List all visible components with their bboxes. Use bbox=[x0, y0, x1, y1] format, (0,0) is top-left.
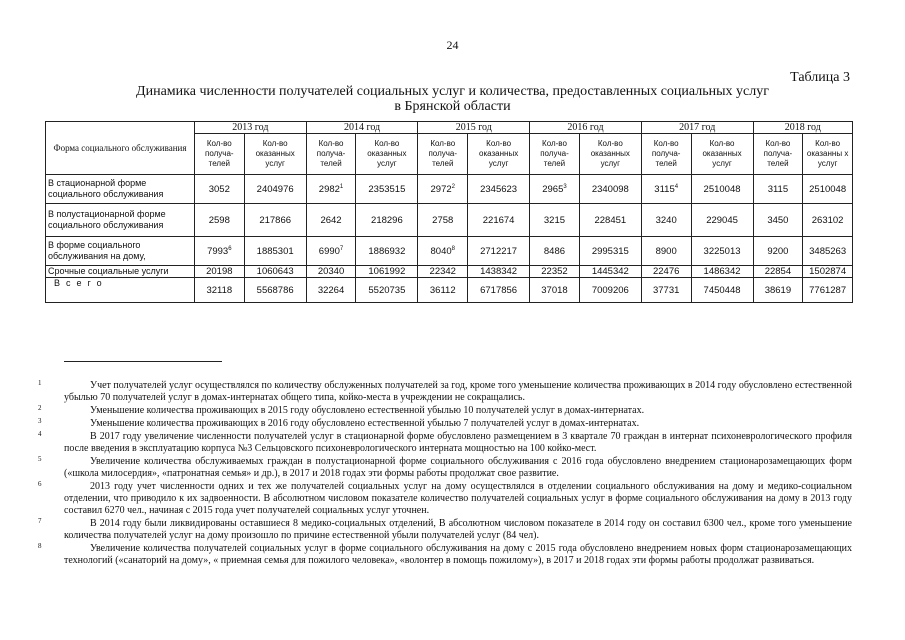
cell-value: 32118 bbox=[206, 284, 233, 296]
table-cell bbox=[306, 266, 356, 278]
footnote-ref: 8 bbox=[451, 245, 455, 252]
cell-value: 1885301 bbox=[256, 245, 294, 257]
table-row bbox=[46, 204, 853, 237]
footnote-mark: 3 bbox=[38, 417, 42, 425]
cell-value: 8486 bbox=[543, 245, 566, 257]
table-cell bbox=[194, 278, 244, 303]
cell-value: 7761287 bbox=[809, 284, 847, 296]
cell-value: 3215 bbox=[543, 214, 566, 226]
footnote-ref: 1 bbox=[339, 183, 344, 190]
cell-value: 1445342 bbox=[591, 266, 629, 277]
table-cell bbox=[356, 237, 418, 266]
page-number: 24 bbox=[446, 38, 459, 52]
table-cell bbox=[306, 278, 356, 303]
cell-value: 2598 bbox=[208, 214, 230, 226]
cell-value: 6717856 bbox=[480, 284, 518, 296]
table-cell bbox=[691, 204, 753, 237]
row-label: В стационарной форме социального обслуживания bbox=[46, 175, 195, 204]
table-cell bbox=[194, 266, 244, 278]
row-label: Срочные социальные услуги bbox=[46, 266, 195, 278]
table-cell bbox=[244, 266, 306, 278]
cell-value: 22854 bbox=[764, 266, 792, 277]
cell-value: 2982 bbox=[318, 183, 340, 195]
cell-value: 3240 bbox=[655, 214, 677, 226]
footnote bbox=[38, 379, 852, 404]
table-cell bbox=[306, 175, 356, 204]
year-header: 2015 год bbox=[418, 122, 530, 134]
footnote-text: 2013 году учет численности одних и тех же получателей социальных услуг на дому осуществлялся в отделении социального обслуживания на дому и медико-социальном отделении, что приводило к их задвоенности. В абсолютном числовом показателе количество получателей социальных услуг в форме социального обслуживания на дому в 2013 году составил 6270 чел., начиная с 2015 года учет получателей социальных услуг уточнен. bbox=[64, 481, 852, 516]
cell-value: 2353515 bbox=[368, 183, 406, 195]
table-cell bbox=[691, 278, 753, 303]
year-header: 2018 год bbox=[753, 122, 852, 134]
sub-header: Кол-во оказанных услуг bbox=[244, 134, 306, 175]
cell-value: 1886932 bbox=[368, 245, 406, 257]
table-cell bbox=[306, 204, 356, 237]
table-cell bbox=[691, 237, 753, 266]
footnote-mark: 1 bbox=[38, 379, 42, 387]
cell-value: 2995315 bbox=[591, 245, 629, 257]
cell-value: 3115 bbox=[767, 183, 789, 195]
footnote bbox=[38, 404, 852, 417]
table-label: Таблица 3 bbox=[790, 70, 850, 85]
sub-header: Кол-во получа-телей bbox=[306, 134, 356, 175]
cell-value: 22342 bbox=[429, 266, 456, 277]
table-row bbox=[46, 237, 853, 266]
cell-value: 2642 bbox=[320, 214, 342, 226]
year-header-row bbox=[46, 122, 853, 134]
cell-value: 1486342 bbox=[703, 266, 741, 277]
cell-value: 36112 bbox=[429, 284, 456, 296]
cell-value: 3115 bbox=[654, 183, 675, 195]
cell-value: 22352 bbox=[541, 266, 568, 277]
table-cell bbox=[691, 175, 753, 204]
footnote bbox=[38, 480, 852, 517]
cell-value: 1438342 bbox=[480, 266, 518, 277]
cell-value: 5568786 bbox=[256, 284, 294, 296]
form-column-header: Форма социального обслуживания bbox=[46, 122, 195, 175]
table-cell bbox=[641, 278, 691, 303]
sub-header: Кол-во получа-телей bbox=[194, 134, 244, 175]
table-cell bbox=[803, 237, 853, 266]
data-table bbox=[45, 121, 853, 303]
table-cell bbox=[530, 204, 580, 237]
cell-value: 2404976 bbox=[256, 183, 294, 195]
table-cell bbox=[641, 204, 691, 237]
table-row bbox=[46, 266, 853, 278]
cell-value: 2510048 bbox=[703, 183, 741, 195]
footnote-text: Увеличение количества обслуживаемых граждан в полустационарной форме социального обслуживания с 2016 года обусловлено внедрением стационарозамещающих форм («школа милосердия», «патронатная семья» и др.), в 2017 и 2018 годах эти формы работы продолжат свое развитие. bbox=[64, 456, 852, 479]
table-cell bbox=[356, 278, 418, 303]
table-cell bbox=[194, 175, 244, 204]
footnote-text: Учет получателей услуг осуществлялся по количеству обслуженных получателей за год, кроме того уменьшение количества проживающих в 2014 году обусловлено естественной убылью 70 получателей услуг в домах-интернатах общего типа, койко-места в учреждении не сокращались. bbox=[64, 380, 852, 403]
cell-value: 2340098 bbox=[591, 183, 629, 195]
table-cell bbox=[244, 237, 306, 266]
cell-value: 22476 bbox=[652, 266, 680, 277]
sub-header: Кол-во оказанных услуг bbox=[356, 134, 418, 175]
cell-value: 6990 bbox=[318, 245, 340, 257]
table-cell bbox=[803, 204, 853, 237]
row-label: В форме социального обслуживания на дому, bbox=[46, 237, 195, 266]
table-row bbox=[46, 175, 853, 204]
cell-value: 2510048 bbox=[809, 183, 847, 195]
table-cell bbox=[530, 278, 580, 303]
sub-header: Кол-во получа-телей bbox=[418, 134, 468, 175]
cell-value: 32264 bbox=[317, 284, 345, 296]
cell-value: 217866 bbox=[259, 214, 292, 226]
table-cell bbox=[194, 204, 244, 237]
cell-value: 20198 bbox=[206, 266, 233, 277]
table-title-line2: в Брянской области bbox=[394, 99, 511, 114]
cell-value: 20340 bbox=[317, 266, 345, 277]
year-header: 2016 год bbox=[530, 122, 642, 134]
footnote-text: Увеличение количества получателей социальных услуг в форме социального обслуживания на дому с 2015 года обусловлено внедрением новых форм стационарозамещающих технологий («санаторий на дому», « приемная семья для пожилого человека», «волонтер в помощь пожилому»), в 2017 и 2018 годах эти формы работы продолжат развиваться. bbox=[64, 543, 852, 566]
table-cell bbox=[579, 278, 641, 303]
cell-value: 3052 bbox=[208, 183, 230, 195]
table-cell bbox=[753, 175, 803, 204]
table-cell bbox=[468, 237, 530, 266]
year-header: 2014 год bbox=[306, 122, 418, 134]
footnote-ref: 4 bbox=[674, 183, 679, 190]
table-cell bbox=[418, 237, 468, 266]
cell-value: 8040 bbox=[430, 245, 452, 257]
row-label: Всего bbox=[46, 278, 195, 303]
footnote bbox=[38, 430, 852, 455]
table-cell bbox=[530, 175, 580, 204]
cell-value: 2712217 bbox=[480, 245, 518, 257]
cell-value: 2965 bbox=[542, 183, 564, 195]
year-header: 2013 год bbox=[194, 122, 306, 134]
cell-value: 3485263 bbox=[809, 245, 847, 257]
sub-header: Кол-во оказанны х услуг bbox=[803, 134, 853, 175]
cell-value: 38619 bbox=[764, 284, 792, 296]
table-cell bbox=[753, 278, 803, 303]
table-cell bbox=[579, 204, 641, 237]
table-cell bbox=[753, 204, 803, 237]
table-cell bbox=[418, 175, 468, 204]
table-cell bbox=[468, 175, 530, 204]
footnote-mark: 2 bbox=[38, 404, 42, 412]
table-cell bbox=[579, 237, 641, 266]
sub-header: Кол-во получа-телей bbox=[753, 134, 803, 175]
cell-value: 1061992 bbox=[368, 266, 406, 277]
table-title-line1: Динамика численности получателей социальных услуг и количества, предоставленных социальных услуг bbox=[136, 84, 769, 99]
cell-value: 2758 bbox=[432, 214, 454, 226]
table-title bbox=[0, 84, 905, 114]
table-cell bbox=[356, 266, 418, 278]
table-cell bbox=[356, 204, 418, 237]
footnote-mark: 7 bbox=[38, 517, 42, 525]
footnote-mark: 8 bbox=[38, 542, 42, 550]
footnote bbox=[38, 417, 852, 430]
cell-value: 3450 bbox=[767, 214, 789, 226]
table-cell bbox=[753, 266, 803, 278]
table-cell bbox=[244, 175, 306, 204]
cell-value: 2972 bbox=[430, 183, 452, 195]
table-cell bbox=[194, 237, 244, 266]
cell-value: 228451 bbox=[594, 214, 627, 226]
sub-header: Кол-во получа-телей bbox=[530, 134, 580, 175]
table-cell bbox=[418, 278, 468, 303]
table-cell bbox=[530, 237, 580, 266]
table-cell bbox=[579, 175, 641, 204]
sub-header: Кол-во получа-телей bbox=[641, 134, 691, 175]
sub-header: Кол-во оказанных услуг bbox=[691, 134, 753, 175]
table-cell bbox=[641, 175, 691, 204]
cell-value: 218296 bbox=[371, 214, 403, 226]
footnote-text: Уменьшение количества проживающих в 2015 году обусловлено естественной убылью 10 получателей услуг в домах-интернатах. bbox=[90, 405, 645, 416]
table-cell bbox=[418, 266, 468, 278]
table-cell bbox=[753, 237, 803, 266]
footnote-mark: 4 bbox=[38, 430, 42, 438]
footnote bbox=[38, 542, 852, 567]
footnote-text: В 2014 году были ликвидированы оставшиеся 8 медико-социальных отделений, В абсолютном числовом показателе в 2014 году он составил 6300 чел., кроме того уменьшение количества получателей услуг на дому произошло по причине естественной убыли получателей услуг (84 чел). bbox=[64, 518, 852, 541]
footnote-text: В 2017 году увеличение численности получателей услуг в стационарной форме обусловлено размещением в 3 квартале 70 граждан в интернат психоневрологического профиля после введения в эксплуатацию корпуса №3 Сельцовского психоневрологического интерната мощностью на 100 койко-мест. bbox=[64, 431, 852, 454]
row-label: В полустационарной форме социального обслуживания bbox=[46, 204, 195, 237]
footnotes bbox=[38, 379, 852, 568]
footnote-ref: 3 bbox=[563, 183, 567, 190]
cell-value: 7009206 bbox=[591, 284, 629, 296]
sub-header: Кол-во оказанных услуг bbox=[579, 134, 641, 175]
footnote-mark: 5 bbox=[38, 455, 42, 463]
cell-value: 37731 bbox=[652, 284, 680, 296]
cell-value: 5520735 bbox=[368, 284, 406, 296]
cell-value: 37018 bbox=[541, 284, 568, 296]
cell-value: 3225013 bbox=[703, 245, 741, 257]
table-cell bbox=[468, 204, 530, 237]
footnote-text: Уменьшение количества проживающих в 2016 году обусловлено естественной убылью 7 получателей услуг в домах-интернатах. bbox=[90, 418, 640, 429]
table-cell bbox=[244, 204, 306, 237]
cell-value: 1060643 bbox=[256, 266, 294, 277]
footnote bbox=[38, 455, 852, 480]
table-cell bbox=[356, 175, 418, 204]
table-cell bbox=[803, 175, 853, 204]
table-cell bbox=[306, 237, 356, 266]
cell-value: 8900 bbox=[655, 245, 677, 257]
table-cell bbox=[530, 266, 580, 278]
footnote-ref: 2 bbox=[451, 183, 455, 190]
cell-value: 2345623 bbox=[480, 183, 518, 195]
year-header: 2017 год bbox=[641, 122, 753, 134]
table-cell bbox=[803, 278, 853, 303]
table-cell bbox=[244, 278, 306, 303]
table-cell bbox=[579, 266, 641, 278]
cell-value: 7993 bbox=[207, 245, 229, 257]
footnote-ref: 6 bbox=[228, 245, 232, 252]
footnote bbox=[38, 517, 852, 542]
table-cell bbox=[691, 266, 753, 278]
table-row bbox=[46, 278, 853, 303]
cell-value: 9200 bbox=[767, 245, 789, 257]
cell-value: 229045 bbox=[706, 214, 738, 226]
cell-value: 263102 bbox=[811, 214, 844, 226]
table-cell bbox=[418, 204, 468, 237]
cell-value: 221674 bbox=[482, 214, 515, 226]
table-cell bbox=[468, 266, 530, 278]
sub-header: Кол-во оказанных услуг bbox=[468, 134, 530, 175]
cell-value: 1502874 bbox=[809, 266, 847, 277]
table-cell bbox=[641, 266, 691, 278]
table-cell bbox=[803, 266, 853, 278]
table-cell bbox=[641, 237, 691, 266]
cell-value: 7450448 bbox=[703, 284, 741, 296]
table-cell bbox=[468, 278, 530, 303]
footnote-separator bbox=[64, 361, 222, 362]
footnote-ref: 7 bbox=[339, 245, 344, 252]
footnote-mark: 6 bbox=[38, 480, 42, 488]
